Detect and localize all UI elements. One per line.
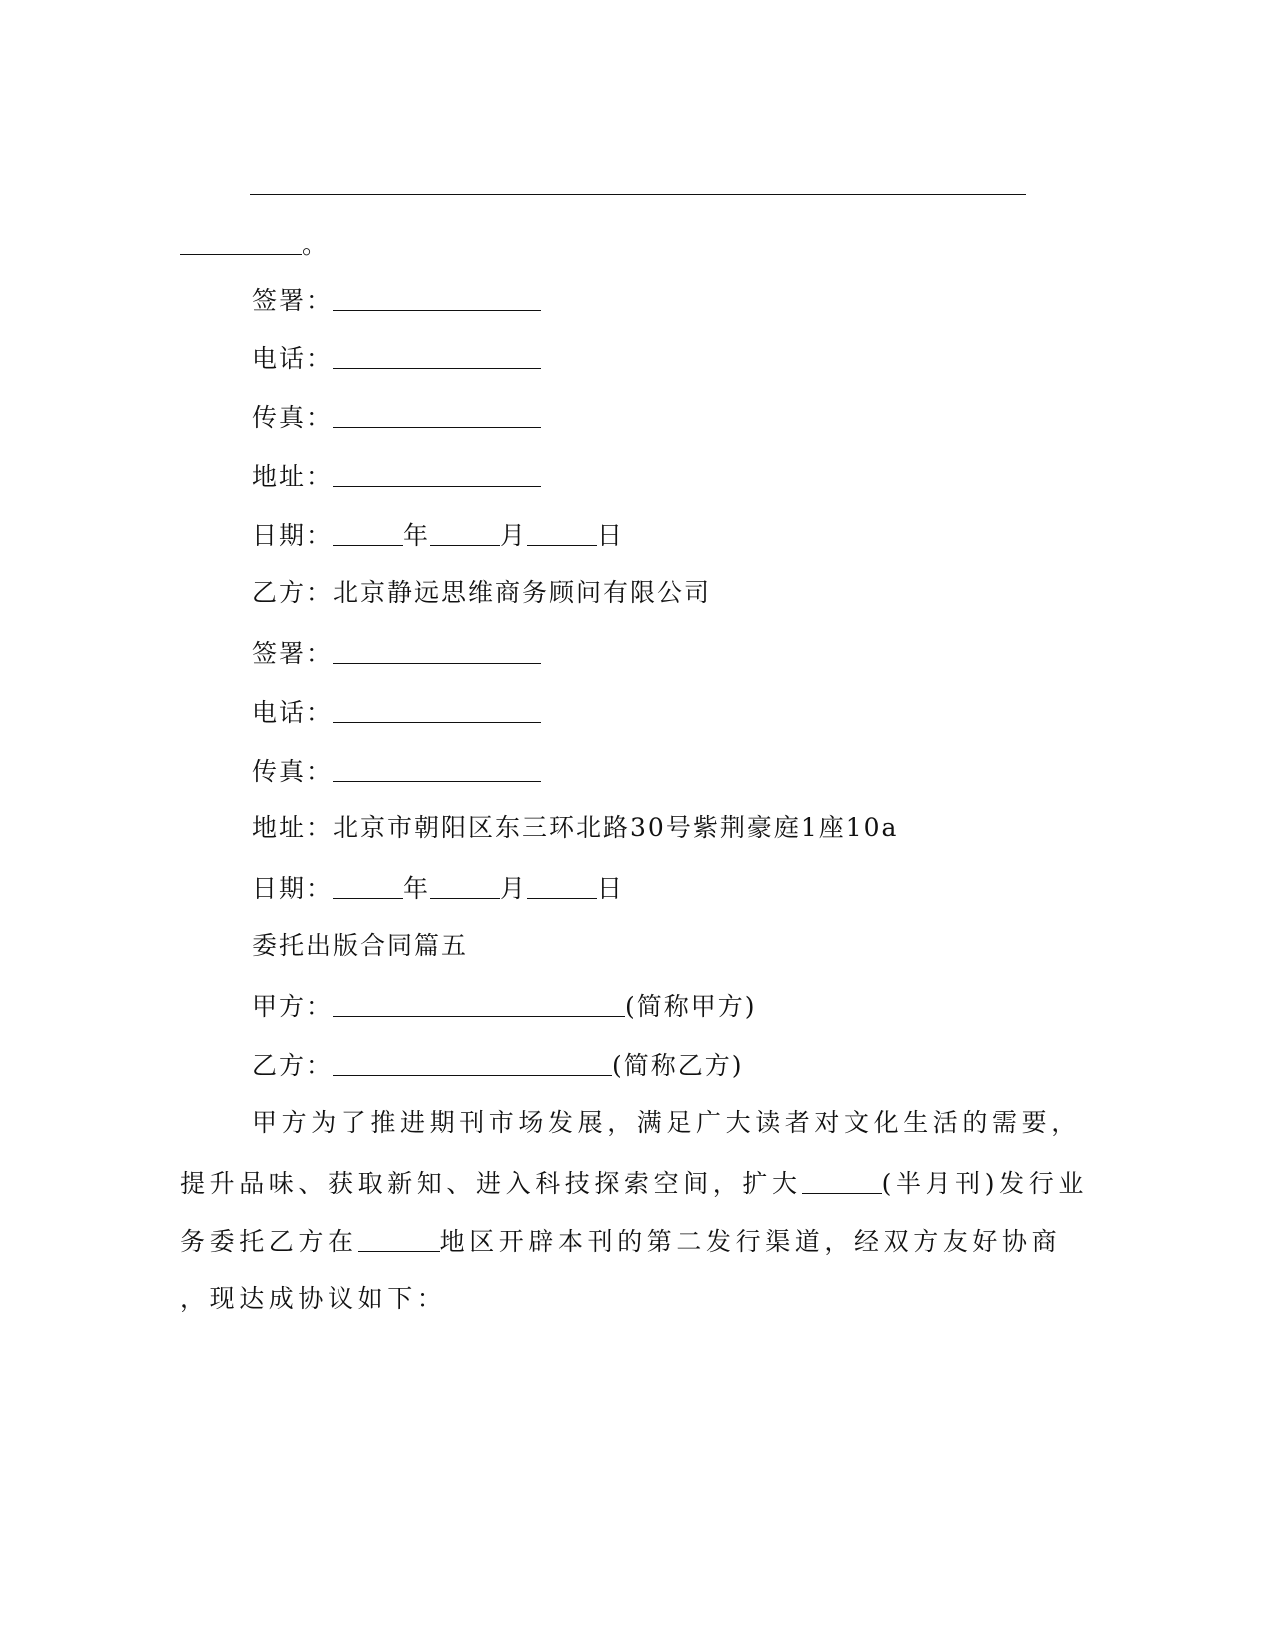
- party-b-blank: [333, 1051, 612, 1076]
- day-blank: [527, 874, 597, 899]
- phone-label: 电话：: [252, 698, 334, 727]
- year-label: 年: [403, 521, 431, 550]
- body-text: 地区开辟本刊的第二发行渠道，经双方友好协商: [439, 1227, 1062, 1256]
- region-blank: [358, 1227, 440, 1252]
- body-line-2: [180, 1167, 1088, 1199]
- journal-blank: [802, 1169, 882, 1194]
- party-b-address: 地址：北京市朝阳区东三环北路30号紫荆豪庭1座10a: [252, 813, 899, 842]
- phone-blank: [333, 344, 541, 369]
- party-b-label: 乙方：: [252, 1051, 334, 1080]
- year-blank: [333, 874, 403, 899]
- end-mark: 。: [302, 230, 330, 259]
- body-text: 提升品味、获取新知、进入科技探索空间，扩大: [180, 1169, 802, 1198]
- blank-line-top: [250, 168, 1026, 195]
- party-b-name: 乙方：北京静远思维商务顾问有限公司: [252, 578, 712, 607]
- party-b-fax-row: [252, 755, 541, 787]
- year-blank: [333, 521, 403, 546]
- section-title: [252, 931, 468, 961]
- party-a-sign-row: [252, 284, 541, 316]
- party-a-label: 甲方：: [252, 992, 334, 1021]
- sign-blank: [333, 639, 541, 664]
- party-b-sign-row: [252, 637, 541, 669]
- contract-party-a-row: [252, 990, 757, 1022]
- day-blank: [527, 521, 597, 546]
- phone-blank: [333, 698, 541, 723]
- day-label: 日: [597, 874, 625, 903]
- body-text: (半月刊)发行业: [881, 1169, 1088, 1198]
- party-b-suffix: (简称乙方): [612, 1051, 744, 1080]
- body-text: ，现达成协议如下：: [180, 1284, 447, 1313]
- body-line-1: [252, 1108, 1081, 1138]
- party-a-fax-row: [252, 401, 541, 433]
- sign-label: 签署：: [252, 639, 334, 668]
- year-label: 年: [403, 874, 431, 903]
- body-text: 甲方为了推进期刊市场发展，满足广大读者对文化生活的需要，: [252, 1108, 1081, 1137]
- body-line-3: [180, 1225, 1061, 1257]
- party-a-phone-row: [252, 342, 541, 374]
- date-label: 日期：: [252, 521, 334, 550]
- sign-blank: [333, 286, 541, 311]
- party-a-address-row: [252, 460, 541, 492]
- fax-blank: [333, 757, 541, 782]
- party-b-address-row: [252, 813, 898, 843]
- body-line-4: [180, 1284, 446, 1314]
- contract-party-b-row: [252, 1049, 744, 1081]
- month-label: 月: [500, 521, 528, 550]
- party-a-date-row: [252, 519, 624, 551]
- day-label: 日: [597, 521, 625, 550]
- month-blank: [430, 874, 500, 899]
- party-b-phone-row: [252, 696, 541, 728]
- phone-label: 电话：: [252, 344, 334, 373]
- address-blank: [333, 462, 541, 487]
- continuation-line: [180, 228, 329, 260]
- address-label: 地址：: [252, 462, 334, 491]
- fax-blank: [333, 403, 541, 428]
- fax-label: 传真：: [252, 403, 334, 432]
- fax-label: 传真：: [252, 757, 334, 786]
- month-label: 月: [500, 874, 528, 903]
- month-blank: [430, 521, 500, 546]
- date-label: 日期：: [252, 874, 334, 903]
- party-b-name-row: [252, 578, 711, 608]
- body-text: 务委托乙方在: [180, 1227, 358, 1256]
- party-a-suffix: (简称甲方): [625, 992, 757, 1021]
- party-b-date-row: [252, 872, 624, 904]
- sign-label: 签署：: [252, 286, 334, 315]
- section-title-text: 委托出版合同篇五: [252, 931, 469, 960]
- blank-field: [180, 230, 302, 255]
- party-a-blank: [333, 992, 625, 1017]
